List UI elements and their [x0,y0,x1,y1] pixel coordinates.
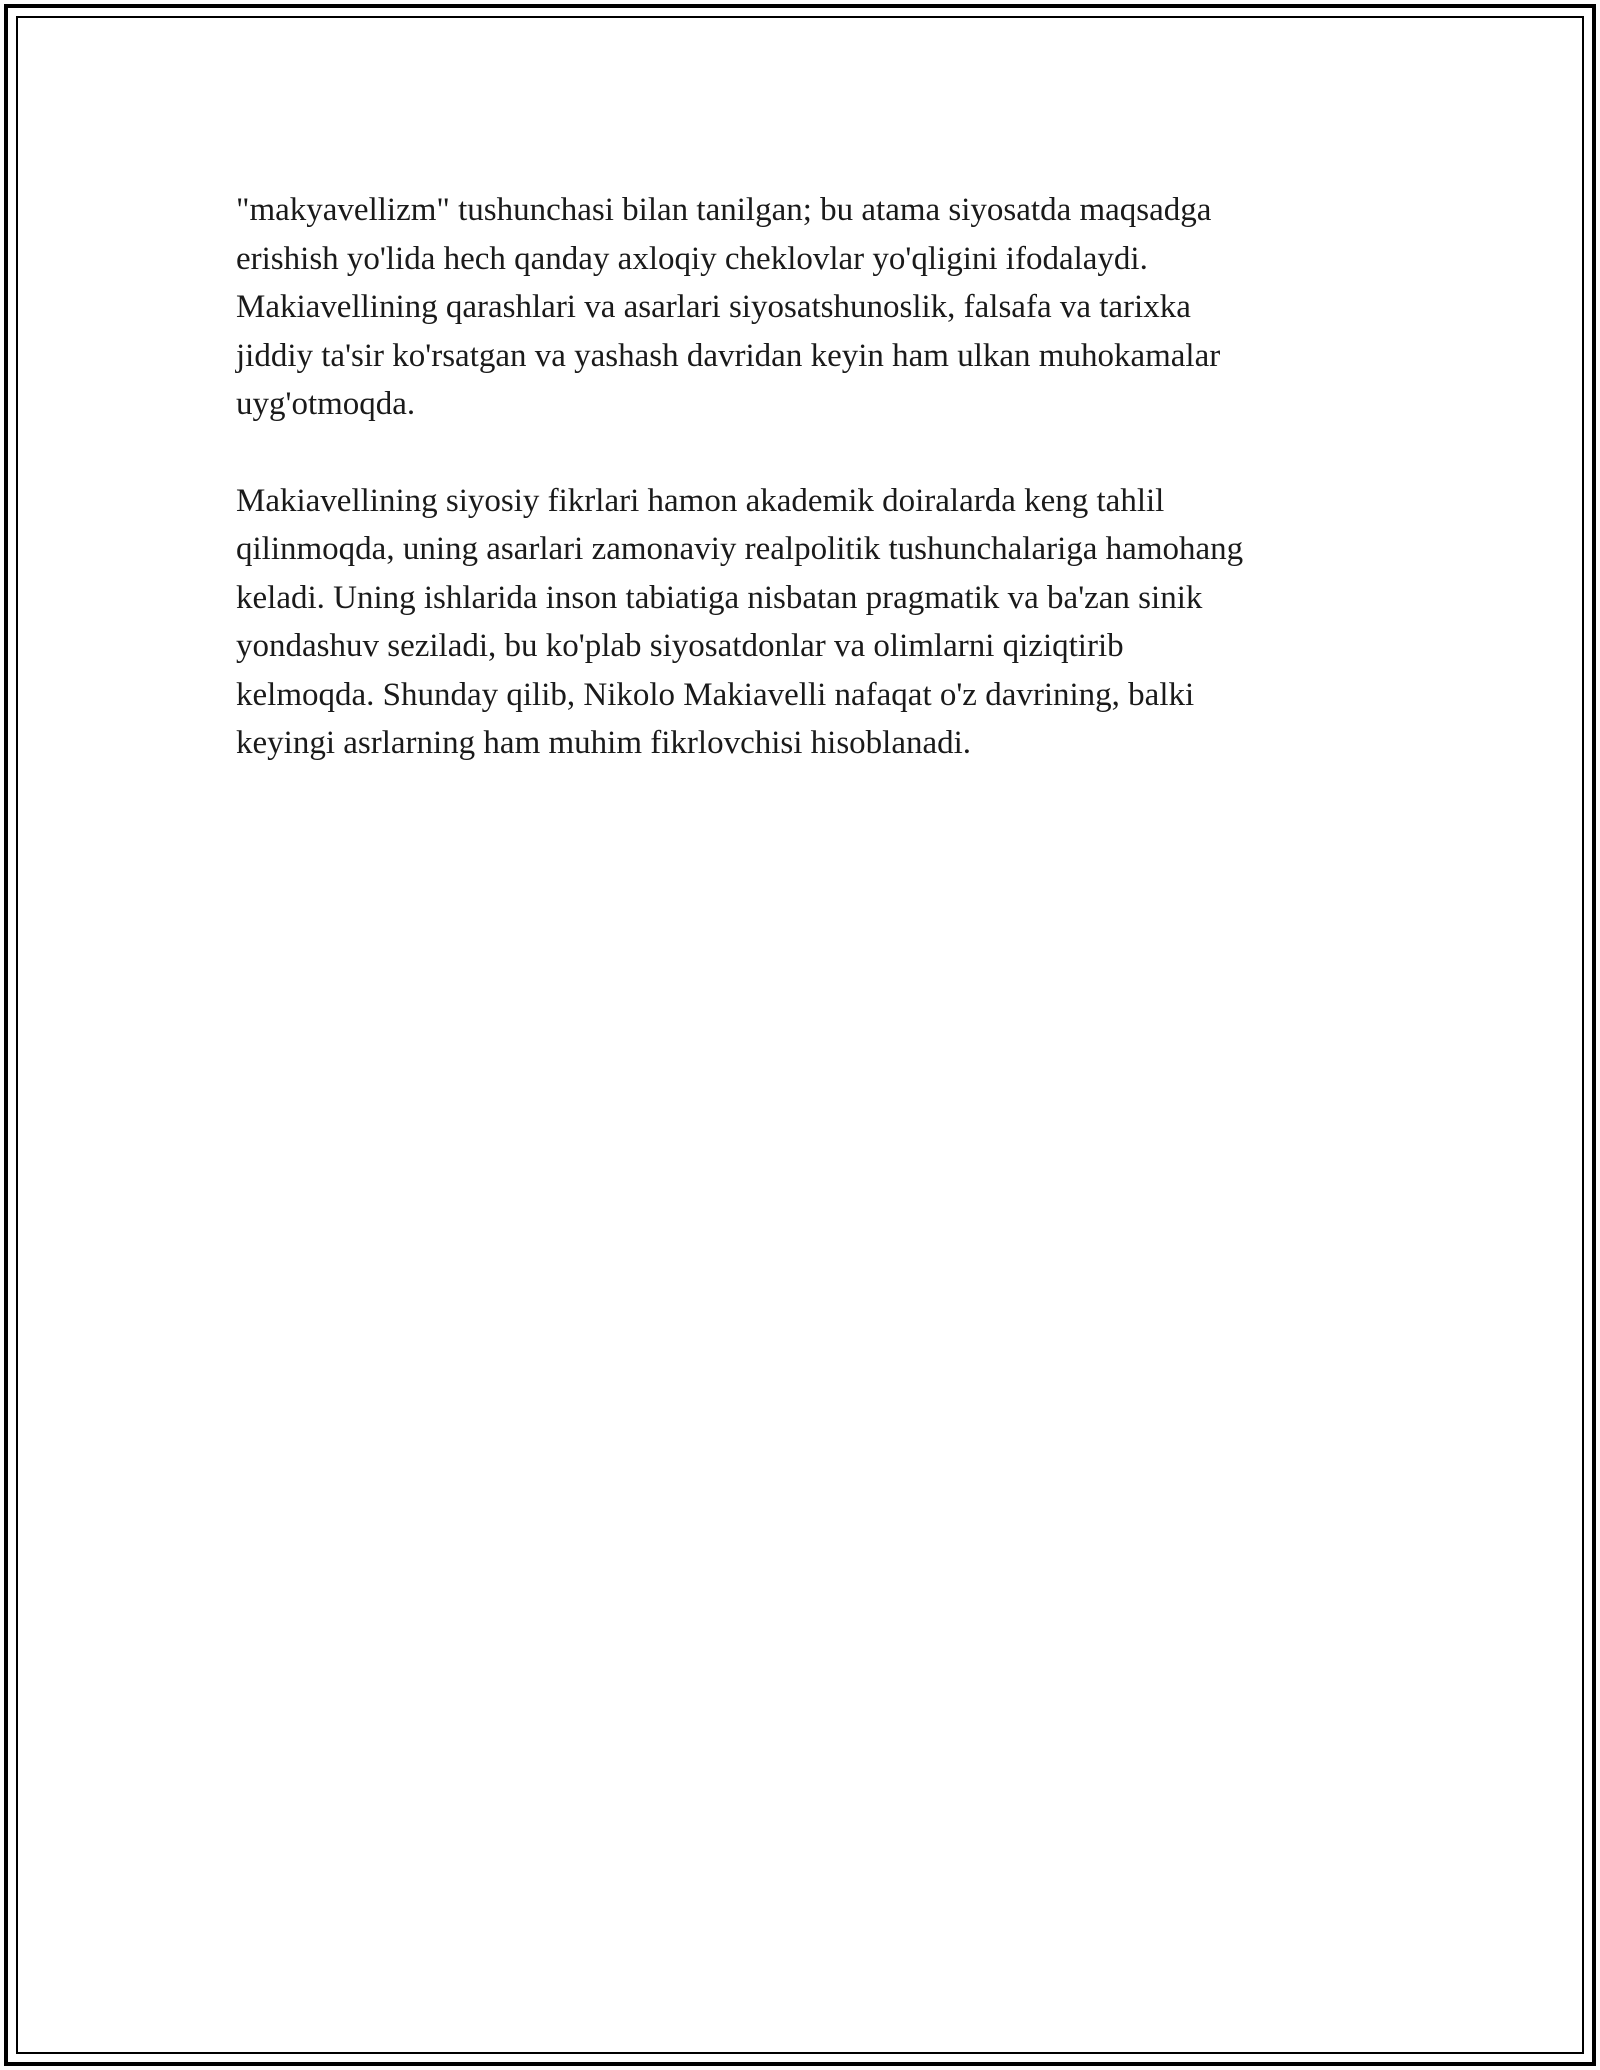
text-line: Makiavellining siyosiy fikrlari hamon akademik doiralarda keng tahlil [236,482,1165,519]
document-body [236,186,1376,816]
text-line: keladi. Uning ishlarida inson tabiatiga nisbatan pragmatik va ba'zan sinik [236,579,1203,616]
text-line: jiddiy ta'sir ko'rsatgan va yashash davridan keyin ham ulkan muhokamalar [236,337,1221,374]
text-line: qilinmoqda, uning asarlari zamonaviy realpolitik tushunchalariga hamohang [236,531,1244,567]
paragraph-2 [236,477,1376,768]
paragraph-1 [236,186,1376,429]
text-line: yondashuv seziladi, bu ko'plab siyosatdonlar va olimlarni qiziqtirib [236,628,1124,664]
text-line: "makyavellizm" tushunchasi bilan tanilgan; bu atama siyosatda maqsadga [236,192,1212,228]
text-line: Makiavellining qarashlari va asarlari siyosatshunoslik, falsafa va tarixka [236,289,1191,325]
text-line: kelmoqda. Shunday qilib, Nikolo Makiavelli nafaqat o'z davrining, balki [236,676,1195,713]
text-line: uyg'otmoqda. [236,386,416,422]
text-line: keyingi asrlarning ham muhim fikrlovchisi hisoblanadi. [236,725,972,761]
text-line: erishish yo'lida hech qanday axloqiy cheklovlar yo'qligini ifodalaydi. [236,240,1148,277]
